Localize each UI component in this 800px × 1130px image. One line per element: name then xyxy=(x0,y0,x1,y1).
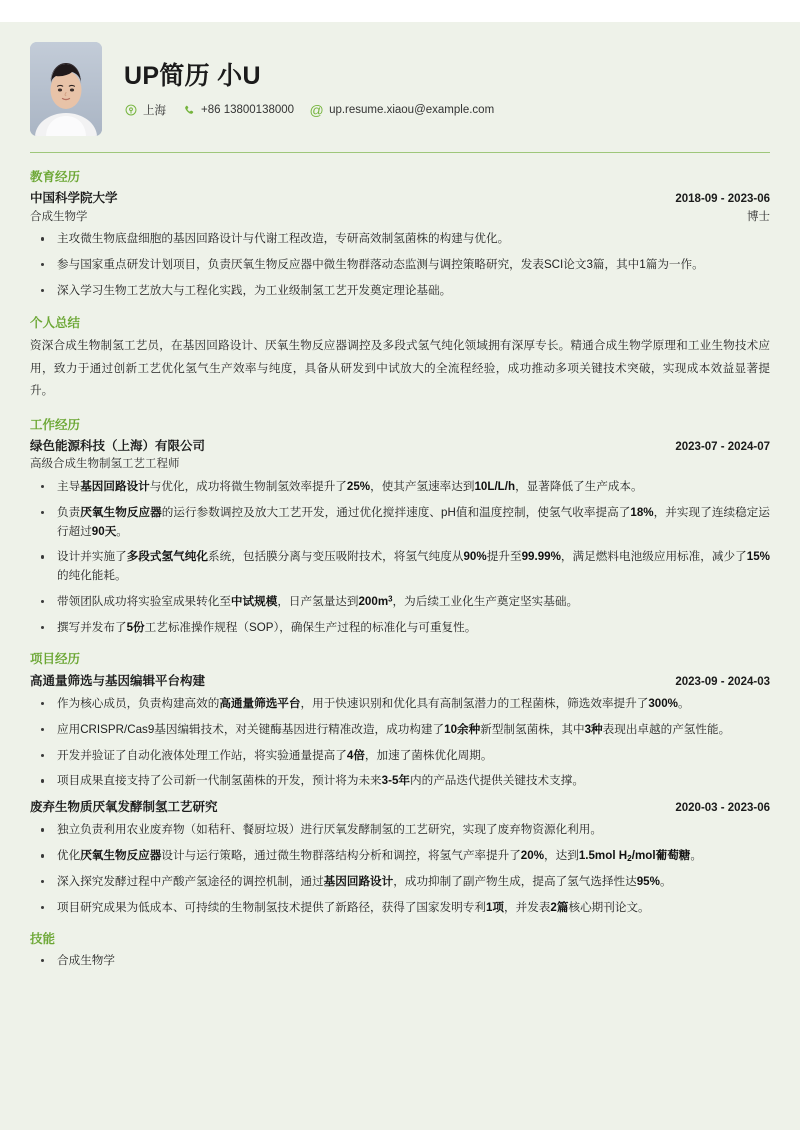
project-list xyxy=(30,672,770,918)
section-projects xyxy=(30,651,770,917)
section-education xyxy=(30,169,770,301)
list-item: 项目研究成果为低成本、可持续的生物制氢技术提供了新路径，获得了国家发明专利1项，并发表2篇核心期刊论文。 xyxy=(30,899,770,918)
project-dates: 2020-03 - 2023-06 xyxy=(675,802,770,815)
section-title-projects: 项目经历 xyxy=(30,652,81,667)
list-item: 应用CRISPR/Cas9基因编辑技术，对关键酶基因进行精准改造，成功构建了10余种新型制氢菌株，其中3种表现出卓越的产氢性能。 xyxy=(30,721,770,740)
section-title-skills: 技能 xyxy=(30,932,56,947)
list-item: 撰写并发布了5份工艺标准操作规程（SOP），确保生产过程的标准化与可重复性。 xyxy=(30,619,770,638)
work-company: 绿色能源科技（上海）有限公司 xyxy=(30,438,206,453)
section-title-work: 工作经历 xyxy=(30,417,81,432)
education-entry xyxy=(30,189,770,300)
list-item: 深入探究发酵过程中产酸产氢途径的调控机制，通过基因回路设计，成功抑制了副产物生成，提高了氢气选择性达95%。 xyxy=(30,873,770,892)
work-bullets xyxy=(30,478,770,637)
section-work xyxy=(30,417,770,638)
page-top-margin xyxy=(0,0,800,22)
contact-phone-text: +86 13800138000 xyxy=(201,103,295,116)
contact-location xyxy=(124,102,166,118)
location-pin-icon xyxy=(124,103,137,116)
section-title-summary: 个人总结 xyxy=(30,315,81,330)
avatar xyxy=(30,42,102,136)
education-major: 合成生物学 xyxy=(30,210,88,223)
work-entry xyxy=(30,437,770,638)
list-item: 项目成果直接支持了公司新一代制氢菌株的开发，预计将为未来3-5年内的产品迭代提供关键技术支撑。 xyxy=(30,772,770,791)
list-item: 作为核心成员，负责构建高效的高通量筛选平台，用于快速识别和优化具有高制氢潜力的工程菌株，筛选效率提升了300%。 xyxy=(30,695,770,714)
list-item: 带领团队成功将实验室成果转化至中试规模，日产氢量达到$200m^3$，为后续工业化生产奠定坚实基础。 xyxy=(30,593,770,612)
at-email-icon: @ xyxy=(309,101,324,118)
skill-line: 合成生物学 xyxy=(30,952,770,971)
education-school: 中国科学院大学 xyxy=(30,191,118,206)
list-item: 独立负责利用农业废弃物（如秸秆、餐厨垃圾）进行厌氧发酵制氢的工艺研究，实现了废弃物资源化利用。 xyxy=(30,821,770,840)
project-name: 高通量筛选与基因编辑平台构建 xyxy=(30,673,206,688)
skills-clip xyxy=(30,952,770,971)
project-dates: 2023-09 - 2024-03 xyxy=(675,675,770,688)
list-item: 设计并实施了多段式氢气纯化系统，包括膜分离与变压吸附技术，将氢气纯度从90%提升至99.99%，满足燃料电池级应用标准，减少了15%的纯化能耗。 xyxy=(30,548,770,586)
list-item: 负责厌氧生物反应器的运行参数调控及放大工艺开发，通过优化搅拌速度、pH值和温度控制，使氢气收率提高了18%，并实现了连续稳定运行超过90天。 xyxy=(30,504,770,542)
resume-header xyxy=(30,22,770,150)
project-name: 废弃生物质厌氧发酵制氢工艺研究 xyxy=(30,800,218,815)
list-item: 主导基因回路设计与优化，成功将微生物制氢效率提升了25%，使其产氢速率达到10L/L/h，显著降低了生产成本。 xyxy=(30,478,770,497)
list-item: 开发并验证了自动化液体处理工作站，将实验通量提高了4倍，加速了菌株优化周期。 xyxy=(30,747,770,766)
project-bullets xyxy=(30,821,770,917)
contact-phone xyxy=(182,103,294,116)
list-item: 深入学习生物工艺放大与工程化实践，为工业级制氢工艺开发奠定理论基础。 xyxy=(30,282,770,301)
education-bullets xyxy=(30,230,770,300)
list-item: 主攻微生物底盘细胞的基因回路设计与代谢工程改造，专研高效制氢菌株的构建与优化。 xyxy=(30,230,770,249)
project-entry xyxy=(30,672,770,791)
section-skills xyxy=(30,931,770,970)
list-item: 优化厌氧生物反应器设计与运行策略，通过微生物群落结构分析和调控，将氢气产率提升了20%，达到1.5mol $H_2$/mol葡萄糖。 xyxy=(30,847,770,866)
section-title-education: 教育经历 xyxy=(30,170,81,184)
contact-email xyxy=(310,103,494,116)
contact-location-text: 上海 xyxy=(143,104,166,117)
project-entry xyxy=(30,798,770,917)
contact-list xyxy=(124,102,770,118)
education-dates: 2018-09 - 2023-06 xyxy=(675,193,770,206)
list-item: 参与国家重点研发计划项目，负责厌氧生物反应器中微生物群落动态监测与调控策略研究，发表SCI论文3篇，其中1篇为一作。 xyxy=(30,256,770,275)
summary-text: 资深合成生物制氢工艺员，在基因回路设计、厌氧生物反应器调控及多段式氢气纯化领域拥有深厚专长。精通合成生物学原理和工业生物技术应用，致力于通过创新工艺优化氢气生产效率与纯度，具备从研发到中试放大的全流程经验，成功推动多项关键技术突破，实现成本效益显著提升。 xyxy=(30,338,770,398)
section-summary xyxy=(30,315,770,403)
header-divider xyxy=(30,152,770,153)
work-role: 高级合成生物制氢工艺工程师 xyxy=(30,458,180,471)
project-bullets xyxy=(30,695,770,791)
work-dates: 2023-07 - 2024-07 xyxy=(675,440,770,453)
education-degree: 博士 xyxy=(747,210,770,223)
contact-email-text: up.resume.xiaou@example.com xyxy=(329,103,495,116)
page-title: UP简历 小U xyxy=(124,61,261,90)
phone-icon xyxy=(182,103,195,116)
